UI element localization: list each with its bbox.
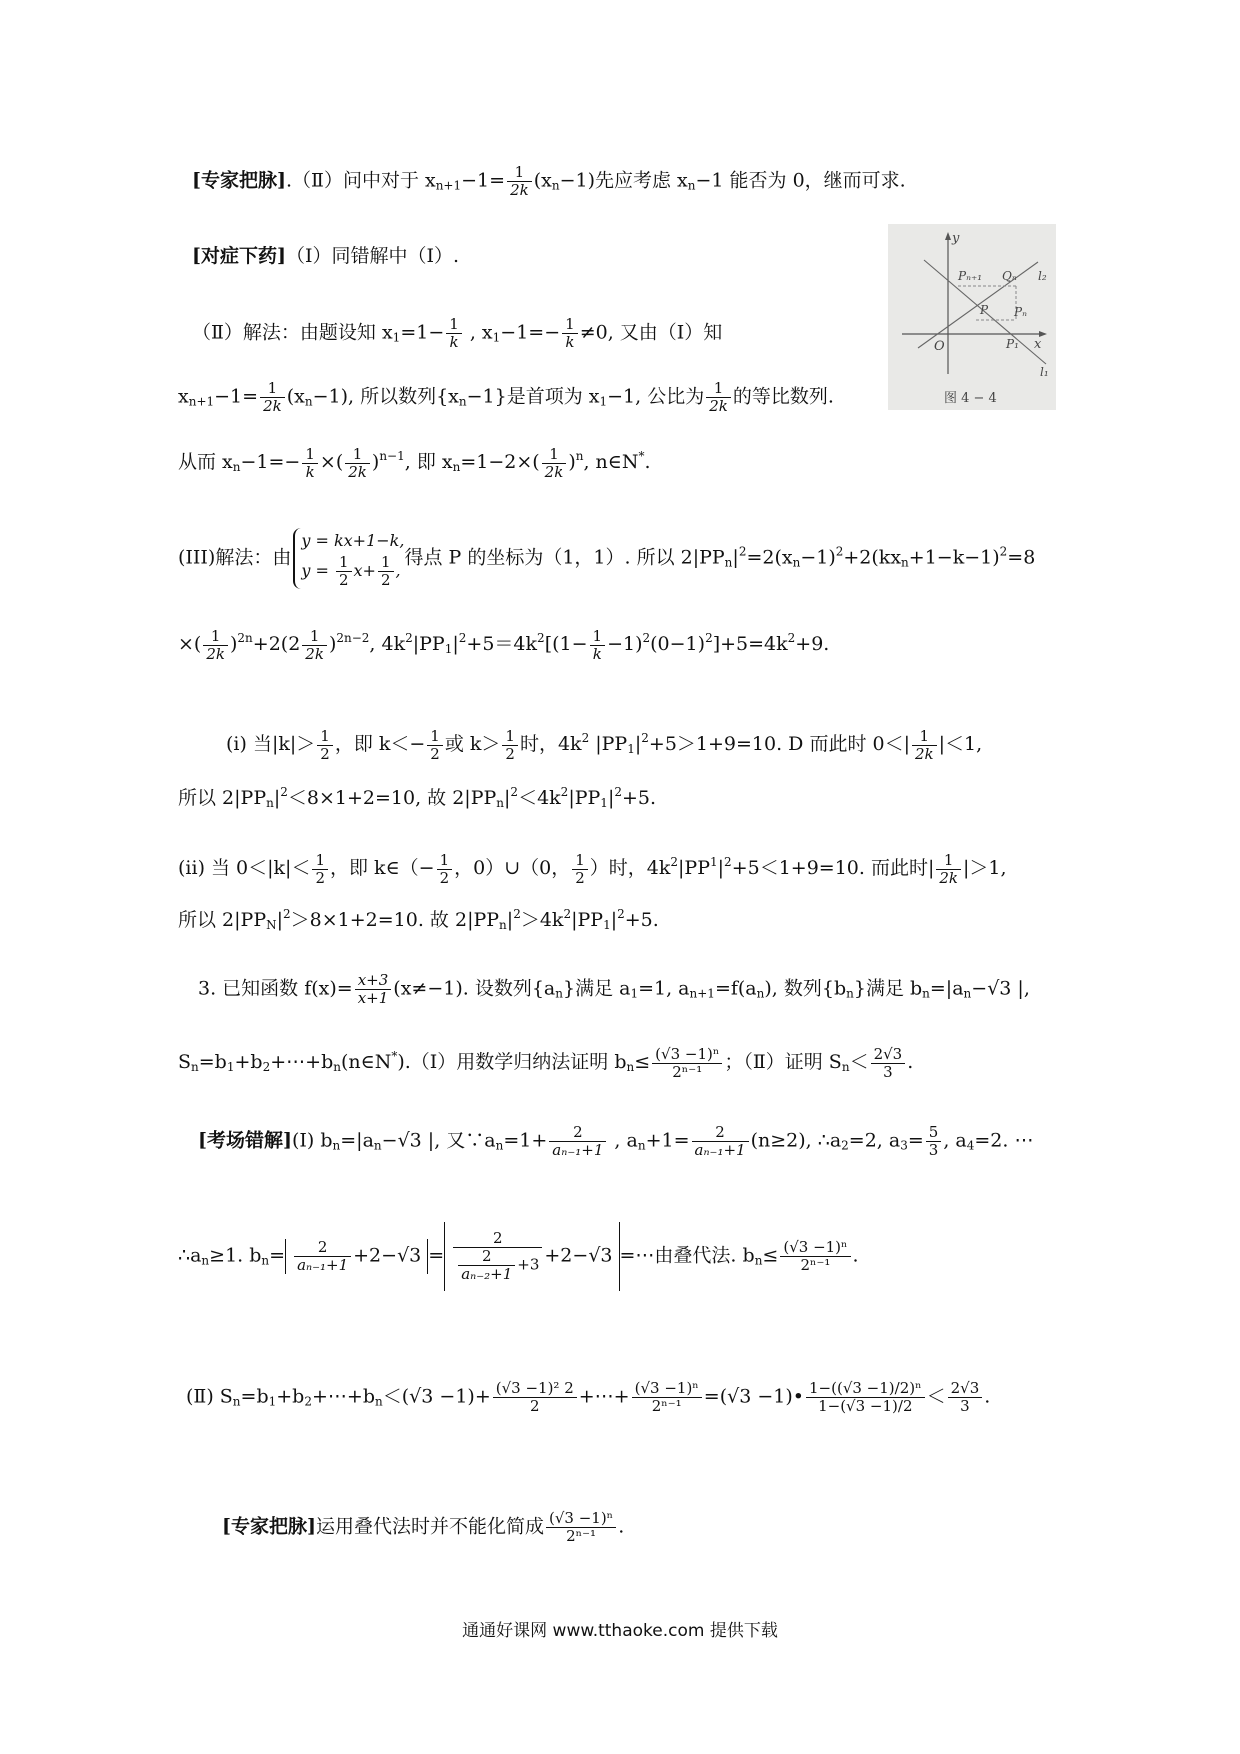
para-expert-2: [专家把脉]运用叠代法时并不能化简成 $\frac{\text{(√3 −1)ⁿ}}{\text{2ⁿ⁻¹}}$ . (222, 1509, 625, 1545)
axis-x-label: x (1034, 337, 1042, 352)
abs-value-2: 2 $\frac{2}{\text{aₙ₋₂+1}}$ +3 +2−√3 (444, 1222, 619, 1291)
abs-value-1: $\frac{2}{\text{aₙ₋₁+1}}$ +2−√3 (285, 1239, 428, 1274)
l1-label: l₁ (1040, 365, 1049, 379)
Pn-label: Pₙ (1014, 305, 1027, 319)
para-case-ii-line1: (ii) 当 0＜|k|＜ $\frac{1}{2}$ ，即 k∈（− $\frac{1}{2}$ ，0）∪（0， $\frac{1}{2}$ ）时，$4k^2|PP^1|^2+5<1+9=10$. 而此时| $\frac{1}{2k}$ |＞1, (178, 850, 1007, 887)
para-case-i-line1: (i) 当|k|＞ $\frac{1}{2}$ ，即 k＜− $\frac{1}{2}$ 或 k＞ $\frac{1}{2}$ 时，$4k^2$ $|PP_1|^2+5>1+9=10$. D 而此时 0＜| $\frac{1}{2k}$ |＜1, (226, 726, 983, 763)
para-wrong-solution-line1: [考场错解](Ⅰ) $b_n=|a_n-√3$ |, 又$\because a_n=1+$ $\frac{2}{\text{aₙ₋₁+1}}$ , $a_n+1=$ $\frac{2}{\text{aₙ₋₁+1}}$ (n≥2), $\therefore a_2=2$, $a_3=$ $\frac{5}{3}$ , $a_4=2$. ⋯ (198, 1123, 1034, 1159)
para-solution-3-line2: ×( $\frac{1}{2k}$ )$^{2n}$+2(2 $\frac{1}{2k}$ )$^{2n-2}$, $4k^2|PP_1|^2+5=4k^2[(1-$ $\frac{1}{k}$ $-1)^2(0-1)^2]+5=4k^2+9$. (178, 626, 830, 663)
page-footer: 通通好课网 www.tthaoke.com 提供下载 (462, 1621, 778, 1641)
para-case-ii-line2: 所以 $2|PP_N|^2>8\times 1+2=10$. 故 $2|PP_n|^2>4k^2|PP_1|^2+5$. (178, 907, 659, 932)
para-solution-2-line1: （Ⅱ）解法：由题设知 $x_1=1-$ $\frac{1}{k}$ , $x_1-1=-$ $\frac{1}{k}$ ≠0, 又由（Ⅰ）知 (192, 315, 723, 351)
para-wrong-solution-line3: (Ⅱ) $S_n=b_1+b_2+\cdots+b_n<(√3 -1)+$ $\frac{\text{(√3 −1)² 2}}{2}$ +⋯+ $\frac{\text{(√3 −1)ⁿ}}{\text{2ⁿ⁻¹}}$ =(√3 −1)• $\frac{\text{1−((√3 −1)/2)ⁿ}}{1-(√3 -1)/2}$ ＜ $\frac{2√3}{3}$ . (186, 1379, 991, 1415)
axis-y-label: y (952, 231, 960, 246)
P-label: P (980, 303, 989, 317)
figure-diagram (888, 224, 1056, 410)
figure-4-4 (888, 224, 1056, 410)
Pn1-label: Pₙ₊₁ (958, 269, 983, 283)
figure-caption: 图 4 − 4 (944, 391, 997, 406)
para-expert-1: [专家把脉].（Ⅱ）问中对于 $x_{n+1}-1=$ $\frac{1}{2k}$ $(x_n-1)$先应考虑 $x_n-1$ 能否为 0，继而可求. (192, 163, 906, 199)
l2-label: l₂ (1038, 269, 1047, 283)
Qn-label: Qₙ (1002, 269, 1017, 283)
para-solution-2-line3: 从而 $x_n-1=-$ $\frac{1}{k}$ ×( $\frac{1}{2k}$ )$^{n-1}$, 即 $x_n=1-2\times$( $\frac{1}{2k}$ )$^n$, n∈N*. (178, 444, 651, 481)
problem-3-line2: $S_n=b_1+b_2+\cdots+b_n(n\in N^*).(Ⅰ)$用数学归纳法证明 $b_n\le$ $\frac{\text{(√3 −1)ⁿ}}{\text{2ⁿ⁻¹}}$ ；（Ⅱ）证明 $S_n<$ $\frac{2√3}{3}$ . (178, 1044, 914, 1081)
para-case-i-line2: 所以 $2|PP_n|^2<8\times 1+2=10$, 故 $2|PP_n|^2<4k^2|PP_1|^2+5$. (178, 785, 657, 810)
tag-remedy: [对症下药] (192, 245, 286, 267)
tag-expert: [专家把脉] (192, 169, 286, 192)
fraction: $\frac{1}{2k}$ (507, 164, 532, 199)
tag-expert-2: [专家把脉] (222, 1515, 316, 1538)
para-remedy: [对症下药]（Ⅰ）同错解中（Ⅰ）. (192, 245, 460, 267)
P1-label: P₁ (1006, 337, 1019, 351)
para-solution-2-line2: $x_{n+1}-1=$ $\frac{1}{2k}$ $(x_n-1)$, 所以数列$\{x_n-1\}$是首项为 $x_1-1$, 公比为 $\frac{1}{2k}$ 的等比数列. (178, 379, 834, 415)
para-solution-3-line1: (III)解法：由 y = kx+1−k, y = $\frac{1}{2}$ x+ $\frac{1}{2}$ , 得点 P 的坐标为（1，1）. 所以 $2|PP_n|^2=2(x_n-1)^2+2(kx_n+1-k-1)^2=8$ (178, 528, 1035, 589)
tag-wrong: [考场错解] (198, 1129, 292, 1152)
problem-3-line1: 3. 已知函数 f(x)= $\frac{x+3}{x+1}$ (x≠−1). 设数列$\{a_n\}$满足 $a_1=1$, $a_{n+1}=f(a_n)$, 数列$\{b_n\}$满足 $b_n=|a_n-√3$ |, (198, 971, 1030, 1007)
para-wrong-solution-line2: $\therefore a_n\ge 1$. $b_n=$ $\frac{2}{\text{aₙ₋₁+1}}$ +2−√3 = 2 $\frac{2}{\text{aₙ₋₂+1}}$ +3 +2−√3 =⋯由叠代法. $b_n\le$ $\frac{\text{(√3 −1)ⁿ}}{\text{2ⁿ⁻¹}}$ . (178, 1222, 859, 1291)
origin-label: O (934, 339, 945, 354)
equation-system: y = kx+1−k, y = $\frac{1}{2}$ x+ $\frac{1}{2}$ , (293, 528, 404, 589)
